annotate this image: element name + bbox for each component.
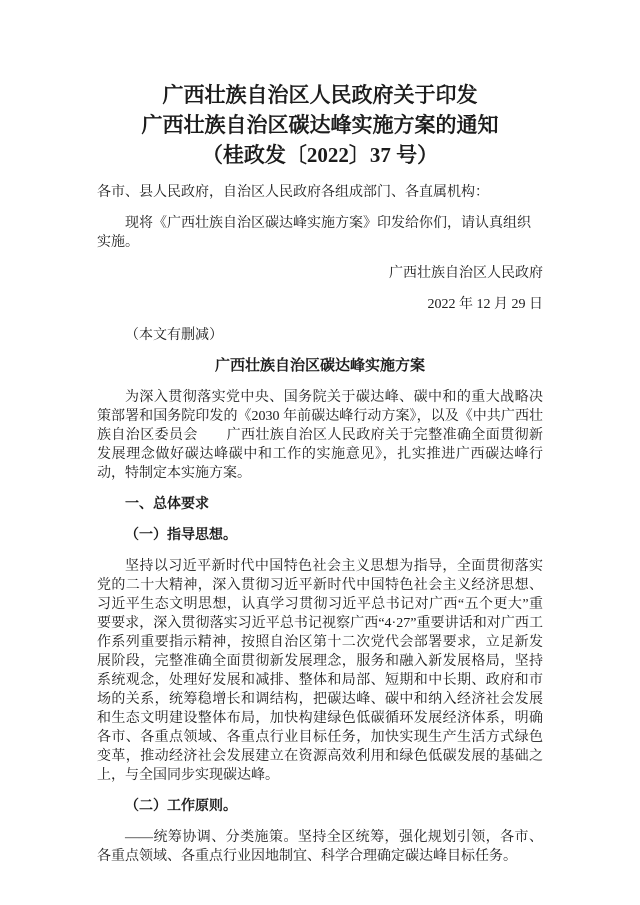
redaction-note: （本文有删减） [125,328,223,343]
salutation: 各市、县人民政府，自治区人民政府各组成部门、各直属机构： [97,185,489,200]
forwarding-statement: 现将《广西壮族自治区碳达峰实施方案》印发给你们，请认真组织实施。 [97,216,531,250]
section-1-1-body: 坚持以习近平新时代中国特色社会主义思想为指导，全面贯彻落实党的二十大精神，深入贯彻习近平新时代中国特色社会主义经济思想、习近平生态文明思想，认真学习贯彻习近平总书记对广西“五个更大”重要要求，深入贯彻落实习近平总书记视察广西“4·27”重要讲话和对广西工作系列重要指示精神，按照自治区第十二次党代会部署要求，立足新发展阶段，完整准确全面贯彻新发展理念，服务和融入新发展格局，坚持系统观念，处理好发展和减排、整体和局部、短期和中长期、政府和市场的关系，统筹稳增长和调结构，把碳达峰、碳中和纳入经济社会发展和生态文明建设整体布局，加快构建绿色低碳循环发展经济体系，明确各市、各重点领域、各重点行业目标任务，加快实现生产生活方式绿色变革，推动经济社会发展建立在资源高效利用和绿色低碳发展的基础之上，与全国同步实现碳达峰。 [97,559,543,783]
notice-title-line-3: （桂政发〔2022〕37 号） [201,143,439,167]
plan-title: 广西壮族自治区碳达峰实施方案 [214,358,425,374]
notice-title-line-1: 广西壮族自治区人民政府关于印发 [162,83,478,107]
section-1-2-body: ——统筹协调、分类施策。坚持全区统筹，强化规划引领，各市、各重点领域、各重点行业因地制宜、科学合理确定碳达峰目标任务。 [97,830,543,864]
section-1-2-heading: （二）工作原则。 [125,799,237,814]
section-1-1-heading: （一）指导思想。 [125,528,237,543]
notice-title [97,80,543,170]
section-1-heading: 一、总体要求 [125,497,209,512]
issuing-authority: 广西壮族自治区人民政府 [389,266,543,281]
plan-preamble: 为深入贯彻落实党中央、国务院关于碳达峰、碳中和的重大战略决策部署和国务院印发的《2030 年前碳达峰行动方案》，以及《中共广西壮族自治区委员会 广西壮族自治区人民政府关于完整准确全面贯彻新发展理念做好碳达峰碳中和工作的实施意见》，扎实推进广西碳达峰行动，特制定本实施方案。 [97,390,543,481]
notice-title-line-2: 广西壮族自治区碳达峰实施方案的通知 [141,113,499,137]
issue-date: 2022 年 12 月 29 日 [427,297,543,312]
